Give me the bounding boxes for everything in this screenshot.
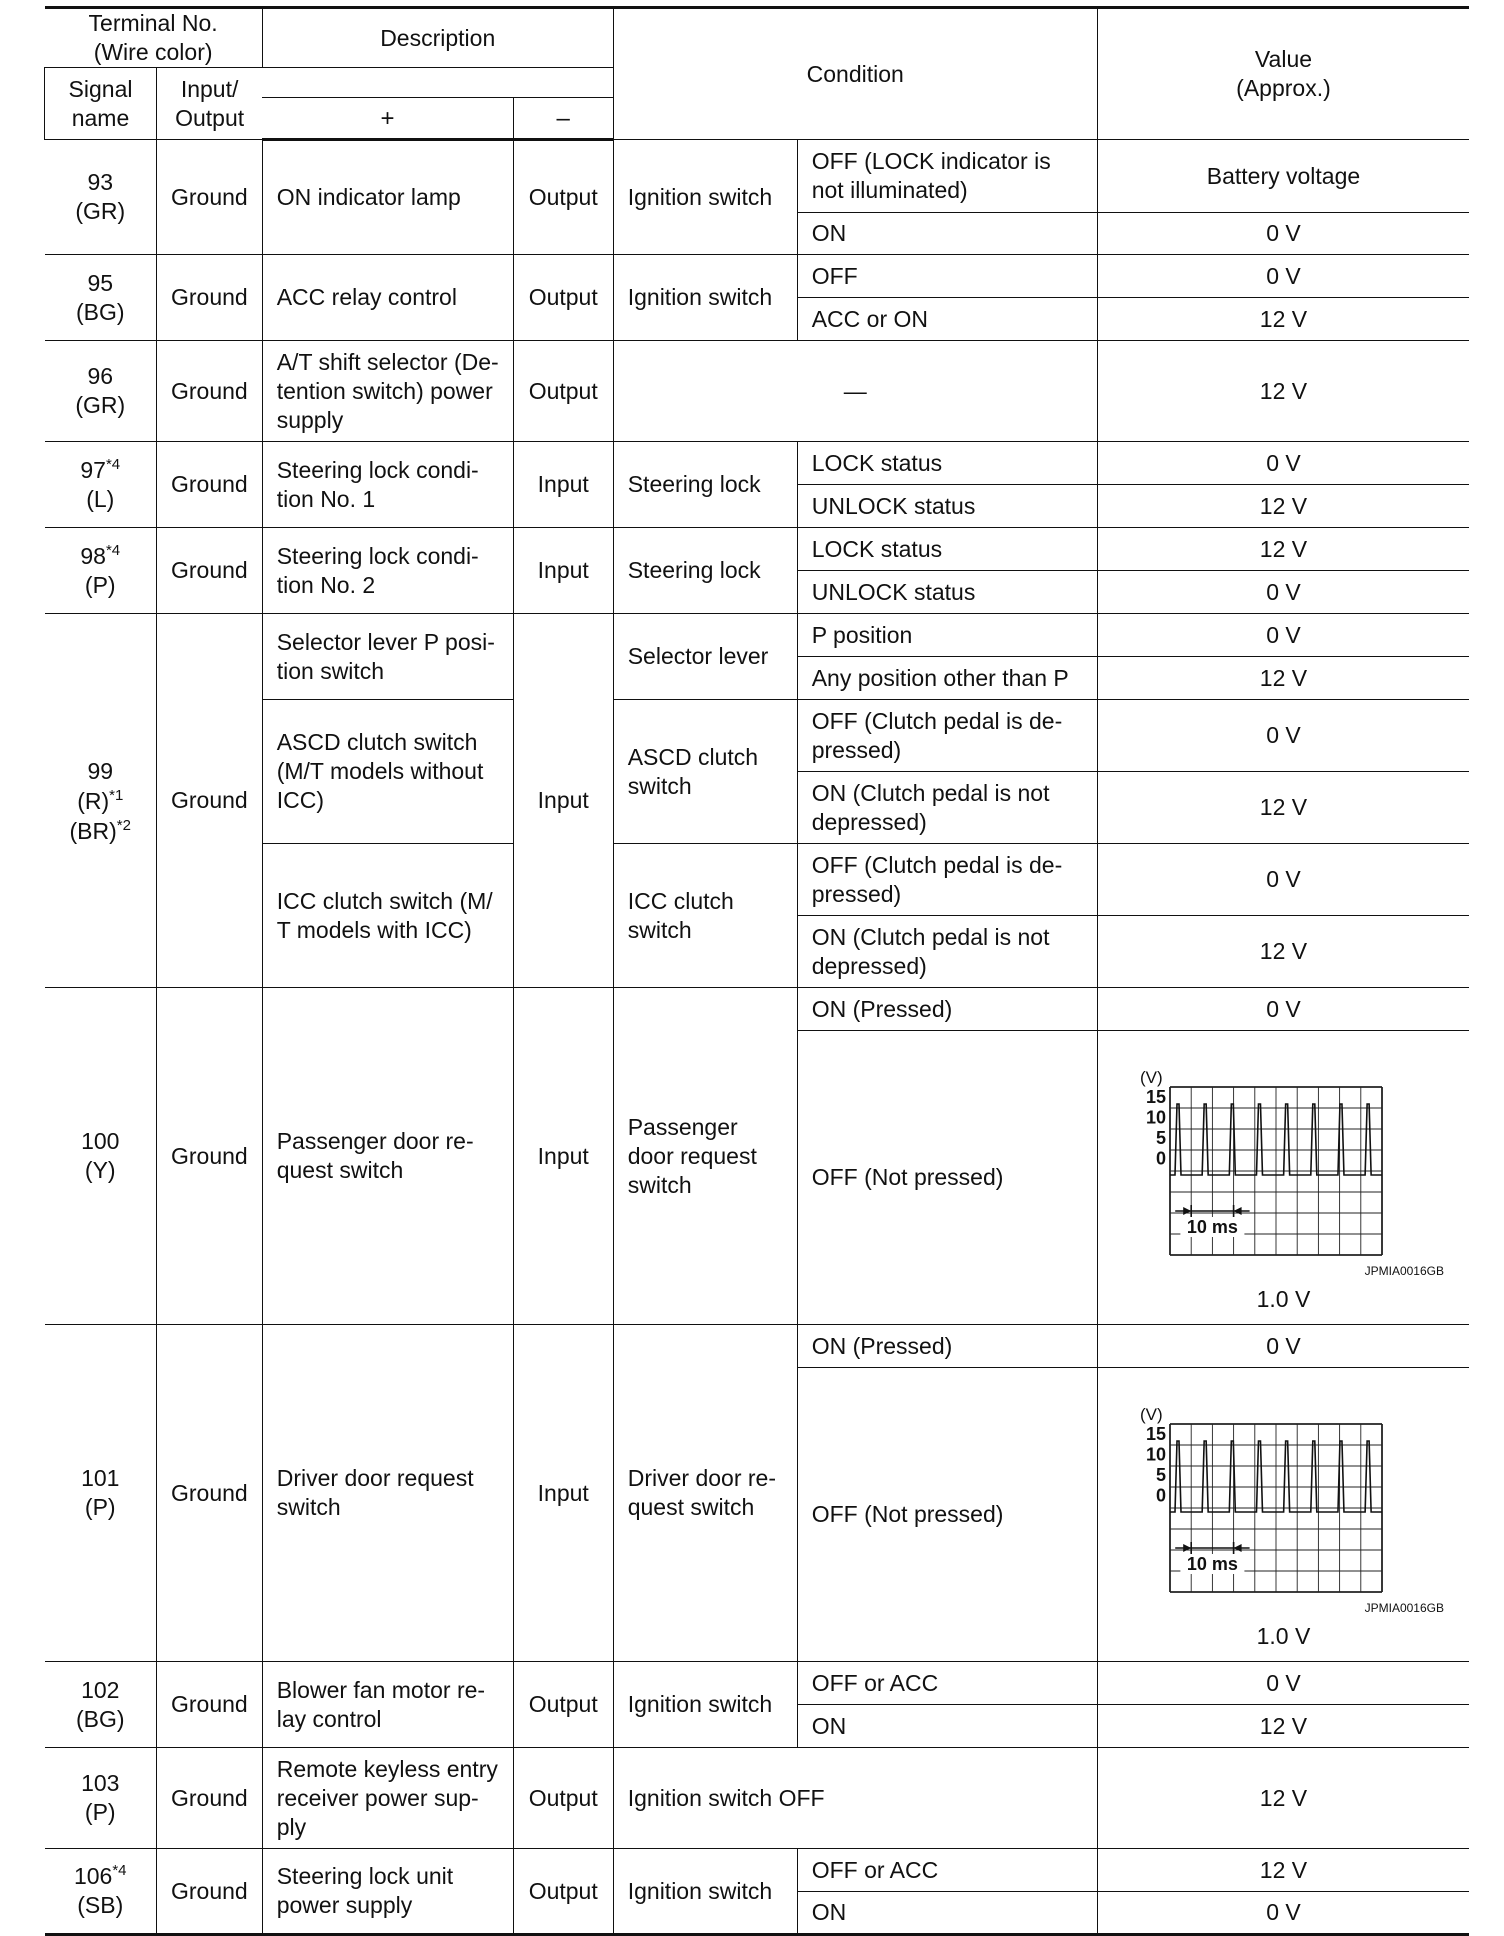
oscilloscope-waveform [1118, 1069, 1448, 1279]
waveform-value: 1.0 V [1256, 1286, 1311, 1312]
waveform-time-label: 10 ms [1187, 1554, 1239, 1574]
condition-line: Driver door re- [627, 1465, 776, 1491]
signal-name-cell [262, 988, 513, 1325]
wire-color: (P) [84, 1799, 116, 1825]
header-plus: + [262, 98, 513, 140]
value-cell: Battery voltage [1097, 140, 1469, 213]
value-cell: 12 V [1097, 485, 1469, 528]
condition-cell: Steering lock [613, 442, 797, 528]
signal-line: supply [276, 406, 344, 433]
waveform-figure [1118, 1406, 1448, 1616]
terminal-cell [45, 1662, 157, 1748]
condition-cell: — [613, 341, 1097, 442]
wire-color: (GR) [75, 392, 126, 418]
value-cell: 0 V [1097, 988, 1469, 1031]
header-signal-name: Signal name [45, 68, 157, 140]
value-cell: 0 V [1097, 844, 1469, 916]
terminal-cell [45, 988, 157, 1325]
sub-condition-cell: ACC or ON [797, 298, 1097, 341]
value-cell: 12 V [1097, 528, 1469, 571]
waveform-tick-label: 10 [1146, 1444, 1167, 1465]
value-cell: 0 V [1097, 1325, 1469, 1368]
condition-line: door request [627, 1142, 757, 1169]
value-cell: 0 V [1097, 700, 1469, 772]
signal-line: Steering lock unit [276, 1863, 454, 1889]
minus-cell: Ground [157, 442, 263, 528]
terminal-cell [45, 140, 157, 255]
sub-condition-cell: UNLOCK status [797, 571, 1097, 614]
footnote-mark: *4 [105, 541, 121, 559]
condition-line: Passenger [627, 1113, 738, 1140]
sub-condition-cell: OFF (Not pressed) [797, 1031, 1097, 1325]
signal-line: Selector lever P posi- [276, 628, 495, 655]
terminal-cell [45, 442, 157, 528]
waveform-unit-label: (V) [1140, 1406, 1164, 1424]
wire-color: (SB) [77, 1892, 124, 1918]
sub-condition-line: pressed) [811, 736, 902, 763]
terminal-cell [45, 528, 157, 614]
signal-line: Remote keyless entry [276, 1755, 498, 1782]
signal-line: ply [276, 1813, 307, 1840]
value-cell: 12 V [1097, 916, 1469, 988]
value-cell: 12 V [1097, 657, 1469, 700]
terminal-number: 96 [87, 363, 114, 389]
sub-condition-cell [797, 700, 1097, 772]
sub-condition-cell: OFF [797, 255, 1097, 298]
table-row [45, 1849, 1470, 1892]
minus-cell: Ground [157, 1748, 263, 1849]
table-row [45, 442, 1470, 485]
sub-condition-cell: P position [797, 614, 1097, 657]
footnote-mark: *2 [116, 816, 131, 834]
minus-cell: Ground [157, 255, 263, 341]
terminal-number: 101 [81, 1465, 120, 1491]
wire-color: (P) [84, 1494, 116, 1520]
wire-color: (P) [84, 571, 116, 598]
terminal-number: 102 [81, 1676, 120, 1703]
waveform-tick-label: 5 [1156, 1465, 1167, 1485]
table-row [45, 614, 1470, 657]
wire-color: (L) [86, 485, 115, 512]
sub-condition-cell: UNLOCK status [797, 485, 1097, 528]
value-cell: 0 V [1097, 571, 1469, 614]
signal-line: Steering lock condi- [276, 456, 479, 483]
signal-line: tion switch [276, 657, 385, 684]
table-row [45, 988, 1470, 1031]
sub-condition-line: ON (Clutch pedal is not [811, 923, 1050, 950]
io-cell: Output [513, 1662, 613, 1748]
sub-condition-cell: Any position other than P [797, 657, 1097, 700]
terminal-cell [45, 614, 157, 988]
terminal-number: 97 [80, 456, 106, 483]
condition-cell [613, 844, 797, 988]
table-row [45, 341, 1470, 442]
io-cell: Input [513, 614, 613, 988]
minus-cell: Ground [157, 614, 263, 988]
signal-line: Driver door request [276, 1465, 474, 1491]
sub-condition-cell: OFF (LOCK indicator is not illuminated) [797, 140, 1097, 213]
signal-name-cell [262, 1849, 513, 1935]
signal-name-cell: ACC relay control [262, 255, 513, 341]
condition-line: quest switch [627, 1494, 755, 1520]
signal-line: Steering lock condi- [276, 542, 479, 569]
minus-cell: Ground [157, 1849, 263, 1935]
sub-condition-cell: ON [797, 1892, 1097, 1935]
header-terminal-no [45, 8, 263, 68]
sub-condition-line: depressed) [811, 808, 927, 835]
value-cell: 12 V [1097, 298, 1469, 341]
header-input-label: Input/ [180, 75, 239, 102]
header-value-approx-label: (Approx.) [1236, 75, 1331, 101]
io-cell: Input [513, 442, 613, 528]
time-marker-arrow [1184, 1207, 1192, 1215]
header-input-output [157, 68, 263, 140]
signal-line: (M/T models without [276, 758, 484, 784]
terminal-number: 95 [87, 269, 114, 296]
condition-cell: Steering lock [613, 528, 797, 614]
terminal-cell [45, 1849, 157, 1935]
minus-cell: Ground [157, 140, 263, 255]
value-cell: 0 V [1097, 614, 1469, 657]
value-cell: 0 V [1097, 1662, 1469, 1705]
condition-cell: Ignition switch [613, 140, 797, 255]
condition-line: switch [627, 916, 692, 943]
signal-name-cell [262, 528, 513, 614]
signal-line: ASCD clutch switch [276, 729, 478, 755]
signal-line: switch [276, 1494, 341, 1520]
sub-condition-cell: ON [797, 213, 1097, 255]
signal-line: Passenger door re- [276, 1128, 474, 1154]
header-value [1097, 8, 1469, 140]
sub-condition-cell: LOCK status [797, 442, 1097, 485]
sub-condition-cell: OFF or ACC [797, 1662, 1097, 1705]
time-marker-arrow [1184, 1544, 1192, 1552]
header-output-label: Output [175, 104, 245, 131]
terminal-number: 103 [81, 1770, 120, 1796]
header-wire-color-label: (Wire color) [93, 39, 213, 65]
signal-name-cell [262, 1748, 513, 1849]
value-cell: 12 V [1097, 1748, 1469, 1849]
footnote-mark: *4 [105, 455, 121, 473]
wire-color: (R) [77, 787, 110, 814]
sub-condition-line: pressed) [811, 880, 902, 907]
terminal-cell [45, 1748, 157, 1849]
condition-cell: Ignition switch OFF [613, 1748, 1097, 1849]
oscilloscope-waveform [1118, 1406, 1448, 1616]
header-condition: Condition [613, 8, 1097, 140]
io-cell: Output [513, 1748, 613, 1849]
waveform-tick-label: 0 [1156, 1148, 1167, 1169]
sub-condition-cell: ON (Pressed) [797, 1325, 1097, 1368]
waveform-tick-label: 10 [1146, 1107, 1167, 1128]
condition-cell [613, 700, 797, 844]
wire-color: (GR) [75, 198, 126, 224]
value-cell: 12 V [1097, 341, 1469, 442]
table-row [45, 528, 1470, 571]
waveform-time-label: 10 ms [1187, 1217, 1239, 1237]
waveform-value-cell [1097, 1368, 1469, 1662]
waveform-figure [1118, 1069, 1448, 1279]
header-minus: – [513, 98, 613, 140]
condition-cell: Ignition switch [613, 1849, 797, 1935]
signal-line: tention switch) power [276, 377, 493, 404]
wire-color: (BG) [75, 1705, 125, 1732]
terminal-number: 106 [73, 1863, 113, 1889]
condition-cell: Ignition switch [613, 1662, 797, 1748]
signal-line: quest switch [276, 1157, 404, 1183]
sub-condition-cell: LOCK status [797, 528, 1097, 571]
sub-condition-cell [797, 844, 1097, 916]
condition-cell: Selector lever [613, 614, 797, 700]
terminal-cell [45, 1325, 157, 1662]
signal-line: receiver power sup- [276, 1784, 479, 1811]
value-cell: 12 V [1097, 1849, 1469, 1892]
signal-line: ICC clutch switch (M/ [276, 887, 493, 914]
table-row [45, 1748, 1470, 1849]
condition-cell [613, 1325, 797, 1662]
signal-line: A/T shift selector (De- [276, 348, 499, 375]
figure-id: JPMIA0016GB [1365, 1601, 1445, 1615]
minus-cell: Ground [157, 341, 263, 442]
value-cell: 12 V [1097, 1705, 1469, 1748]
sub-condition-cell: ON (Pressed) [797, 988, 1097, 1031]
signal-name-cell [262, 1325, 513, 1662]
footnote-mark: *4 [112, 1862, 127, 1879]
signal-line: ICC) [276, 787, 324, 813]
signal-name-cell [262, 614, 513, 700]
sub-condition-cell: OFF (Not pressed) [797, 1368, 1097, 1662]
sub-condition-cell: OFF or ACC [797, 1849, 1097, 1892]
time-marker-arrow [1234, 1207, 1242, 1215]
table-row [45, 255, 1470, 298]
terminal-value-table [44, 6, 1469, 1936]
signal-line: power supply [276, 1892, 413, 1918]
signal-line: T models with ICC) [276, 916, 472, 943]
io-cell: Input [513, 1325, 613, 1662]
terminal-number: 93 [87, 169, 114, 195]
figure-id: JPMIA0016GB [1365, 1264, 1445, 1278]
table-row [45, 1325, 1470, 1368]
waveform-value-cell [1097, 1031, 1469, 1325]
value-cell: 12 V [1097, 772, 1469, 844]
io-cell: Output [513, 140, 613, 255]
minus-cell: Ground [157, 988, 263, 1325]
wire-color: (BR) [69, 817, 117, 844]
condition-line: switch [627, 772, 692, 799]
waveform-value: 1.0 V [1256, 1623, 1311, 1649]
minus-cell: Ground [157, 1662, 263, 1748]
condition-line: ICC clutch [627, 887, 734, 914]
condition-line: switch [627, 1171, 692, 1198]
header-description: Description [262, 8, 613, 68]
table-row [45, 140, 1470, 213]
sub-condition-line: ON (Clutch pedal is not [811, 779, 1050, 806]
waveform-tick-label: 15 [1146, 1087, 1167, 1107]
terminal-cell [45, 341, 157, 442]
io-cell: Input [513, 528, 613, 614]
io-cell: Output [513, 341, 613, 442]
signal-line: tion No. 1 [276, 485, 376, 512]
waveform-tick-label: 15 [1146, 1424, 1167, 1444]
waveform-tick-label: 5 [1156, 1128, 1167, 1148]
io-cell: Output [513, 255, 613, 341]
condition-cell [613, 988, 797, 1325]
io-cell: Input [513, 988, 613, 1325]
header-value-label: Value [1254, 46, 1313, 72]
minus-cell: Ground [157, 528, 263, 614]
sub-condition-cell [797, 772, 1097, 844]
signal-line: lay control [276, 1705, 382, 1732]
value-cell: 0 V [1097, 213, 1469, 255]
signal-name-cell [262, 341, 513, 442]
signal-name-cell [262, 700, 513, 844]
terminal-number: 98 [80, 542, 106, 569]
terminal-number: 99 [87, 757, 114, 784]
waveform-tick-label: 0 [1156, 1485, 1167, 1506]
header-terminal-no-label: Terminal No. [88, 10, 218, 36]
wire-color: (BG) [75, 298, 125, 325]
footnote-mark: *1 [109, 786, 124, 804]
signal-line: Blower fan motor re- [276, 1676, 486, 1703]
signal-name-cell [262, 1662, 513, 1748]
minus-cell: Ground [157, 1325, 263, 1662]
sub-condition-cell [797, 916, 1097, 988]
table-row [45, 1662, 1470, 1705]
wire-color: (Y) [84, 1157, 116, 1183]
signal-line: tion No. 2 [276, 571, 376, 598]
condition-cell: Ignition switch [613, 255, 797, 341]
sub-condition-line: OFF (Clutch pedal is de- [811, 851, 1063, 878]
io-cell: Output [513, 1849, 613, 1935]
condition-line: ASCD clutch [627, 743, 759, 770]
terminal-number: 100 [81, 1128, 120, 1154]
value-cell: 0 V [1097, 442, 1469, 485]
sub-condition-line: OFF (Clutch pedal is de- [811, 707, 1063, 734]
value-cell: 0 V [1097, 255, 1469, 298]
waveform-unit-label: (V) [1140, 1069, 1164, 1087]
sub-condition-cell: ON [797, 1705, 1097, 1748]
signal-name-cell [262, 844, 513, 988]
signal-name-cell [262, 442, 513, 528]
terminal-cell [45, 255, 157, 341]
time-marker-arrow [1234, 1544, 1242, 1552]
signal-name-cell: ON indicator lamp [262, 140, 513, 255]
sub-condition-line: depressed) [811, 952, 927, 979]
value-cell: 0 V [1097, 1892, 1469, 1935]
